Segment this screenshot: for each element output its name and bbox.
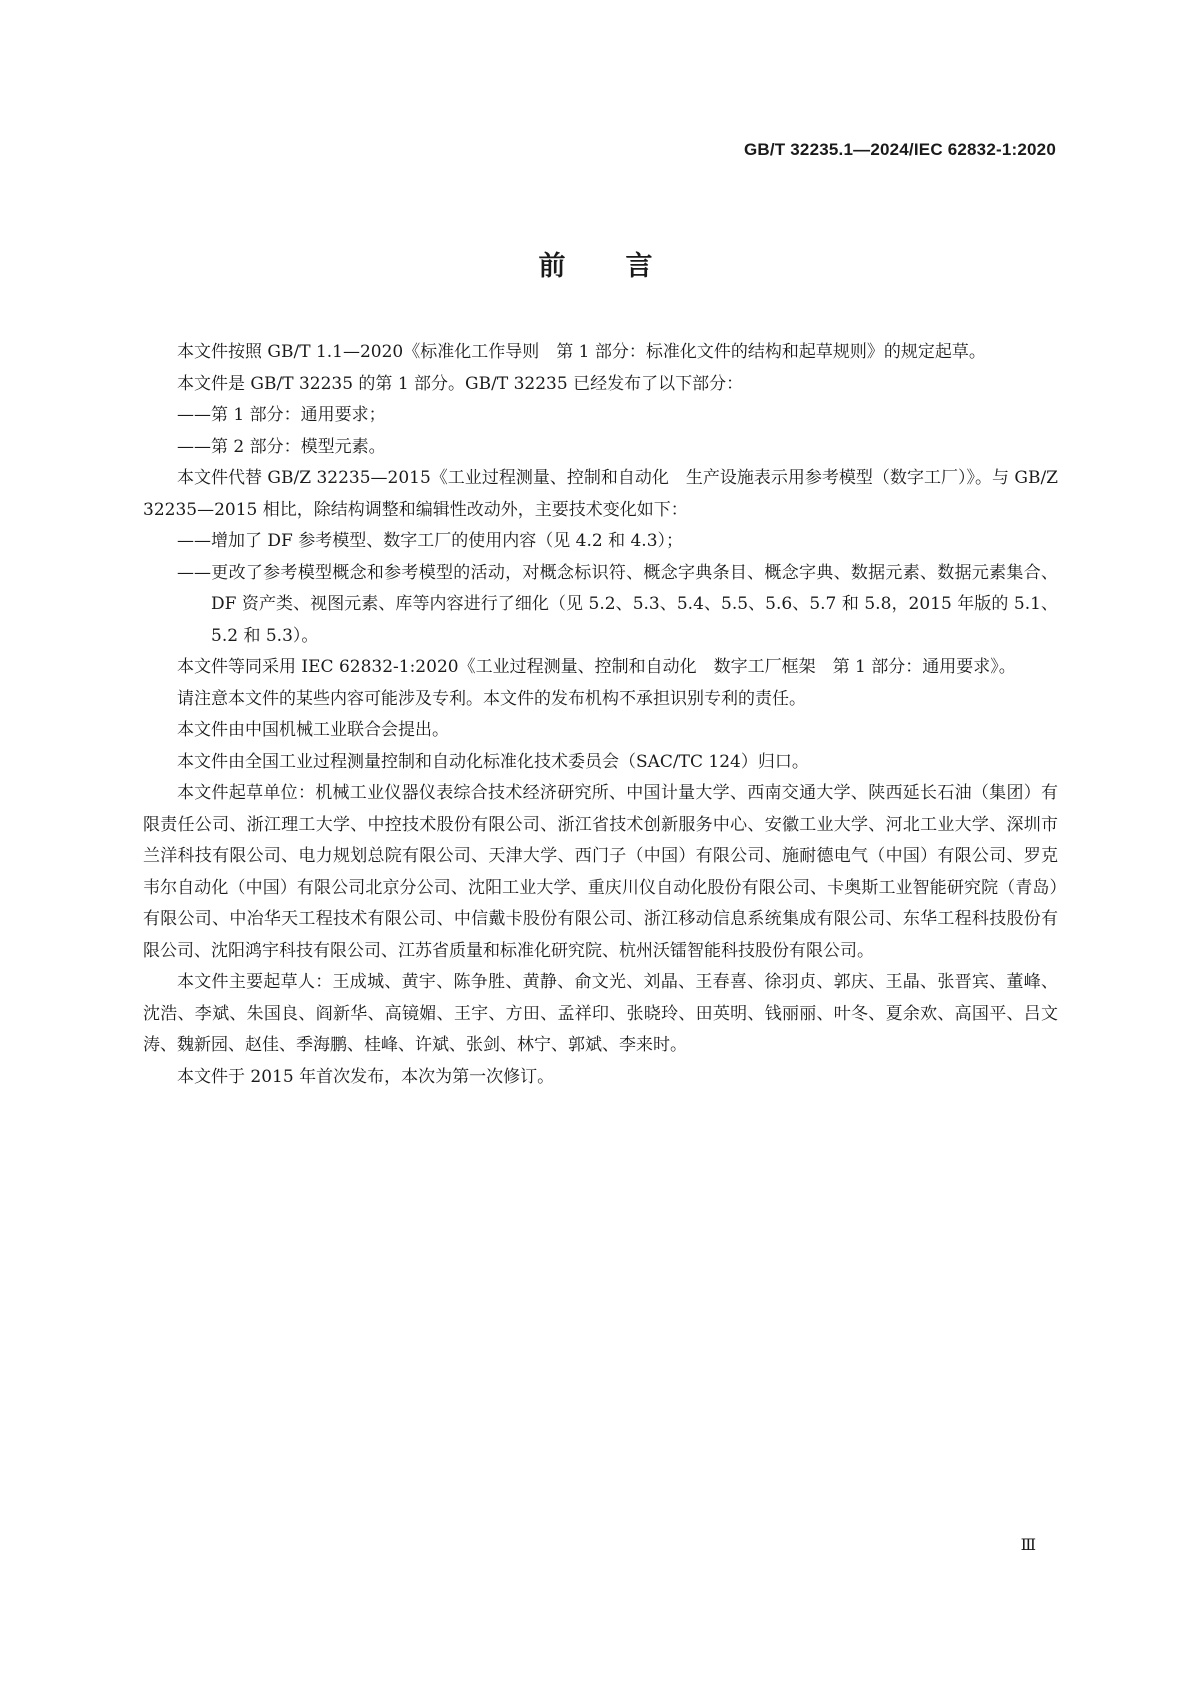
standard-code: GB/T 32235.1—2024/IEC 62832-1:2020 [743, 140, 1056, 159]
paragraph-patent-notice: 请注意本文件的某些内容可能涉及专利。本文件的发布机构不承担识别专利的责任。 [177, 688, 806, 709]
paragraph-drafters: 本文件主要起草人：王成城、黄宇、陈争胜、黄静、俞文光、刘晶、王春喜、徐羽贞、郭庆、王晶、张晋宾、董峰、沈浩、李斌、朱国良、阎新华、高镜媚、王宇、方田、孟祥印、张晓玲、田英明、钱丽丽、叶冬、夏余欢、高国平、吕文涛、魏新园、赵佳、季海鹏、桂峰、许斌、张剑、林宁、郭斌、李来时。 [143, 972, 1058, 1055]
paragraph-drafting-units: 本文件起草单位：机械工业仪器仪表综合技术经济研究所、中国计量大学、西南交通大学、陕西延长石油（集团）有限责任公司、浙江理工大学、中控技术股份有限公司、浙江省技术创新服务中心、安徽工业大学、河北工业大学、深圳市兰洋科技有限公司、电力规划总院有限公司、天津大学、西门子（中国）有限公司、施耐德电气（中国）有限公司、罗克韦尔自动化（中国）有限公司北京分公司、沈阳工业大学、重庆川仪自动化股份有限公司、卡奥斯工业智能研究院（青岛）有限公司、中冶华天工程技术有限公司、中信戴卡股份有限公司、浙江移动信息系统集成有限公司、东华工程科技股份有限公司、沈阳鸿宇科技有限公司、江苏省质量和标准化研究院、杭州沃镭智能科技股份有限公司。 [143, 783, 1058, 961]
paragraph-drafting-rules: 本文件按照 GB/T 1.1—2020《标准化工作导则 第 1 部分：标准化文件的结构和起草规则》的规定起草。 [177, 342, 986, 362]
paragraph-replaces: 本文件代替 GB/Z 32235—2015《工业过程测量、控制和自动化 生产设施表示用参考模型（数字工厂）》。与 GB/Z 32235—2015 相比，除结构调整和编辑性改动外，主要技术变化如下： [143, 468, 1058, 520]
list-item-change-1: ——增加了 DF 参考模型、数字工厂的使用内容（见 4.2 和 4.3）； [177, 531, 684, 551]
list-item-part-2: ——第 2 部分：模型元素。 [177, 436, 386, 457]
paragraph-committee: 本文件由全国工业过程测量控制和自动化标准化技术委员会（SAC/TC 124）归口。 [177, 751, 809, 772]
paragraph-history: 本文件于 2015 年首次发布，本次为第一次修订。 [177, 1066, 555, 1087]
page-number: Ⅲ [1020, 1535, 1036, 1554]
paragraph-adoption: 本文件等同采用 IEC 62832-1:2020《工业过程测量、控制和自动化 数字工厂框架 第 1 部分：通用要求》。 [177, 657, 1016, 677]
list-item-part-1: ——第 1 部分：通用要求； [177, 405, 386, 425]
paragraph-proposer: 本文件由中国机械工业联合会提出。 [177, 720, 449, 740]
foreword-body [143, 337, 1058, 1093]
list-item-change-2: ——更改了参考模型概念和参考模型的活动，对概念标识符、概念字典条目、概念字典、数据元素、数据元素集合、DF 资产类、视图元素、库等内容进行了细化（见 5.2、5.3、5.4、5.5、5.6、5.7 和 5.8，2015 年版的 5.1、5.2 和 5.3）。 [177, 562, 1058, 646]
paragraph-parts-intro: 本文件是 GB/T 32235 的第 1 部分。GB/T 32235 已经发布了以下部分： [177, 373, 744, 394]
page-title: 前言 [538, 251, 713, 282]
